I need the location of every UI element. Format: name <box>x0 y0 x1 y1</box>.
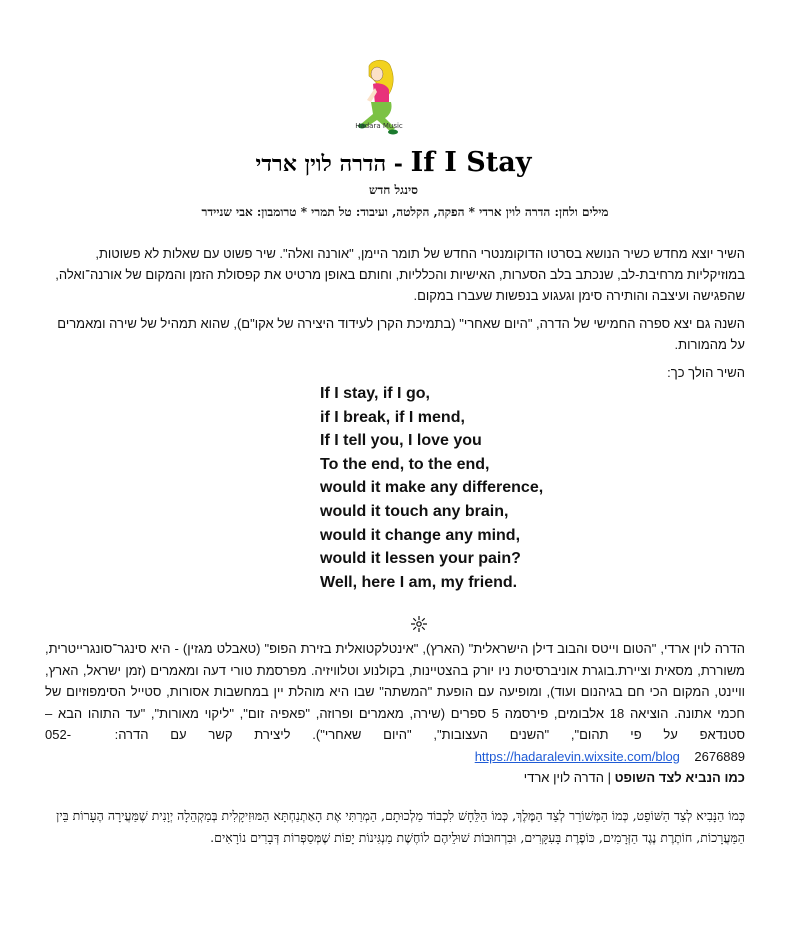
lyric-line: would it lessen your pain? <box>320 550 521 568</box>
title-english: If I Stay <box>410 147 532 178</box>
intro-paragraph-3: השיר הולך כך: <box>667 365 745 380</box>
lyric-line: Well, here I am, my friend. <box>320 573 518 591</box>
logo-caption: Hadara Music <box>355 122 403 130</box>
lyric-line: To the end, to the end, <box>320 455 490 473</box>
intro-paragraph-2: השנה גם יצא ספרה החמישי של הדרה, "היום שאחרי" (בתמיכת הקרן לעידוד היצירה של אקו"ם), שהוא תמהיל של שירה ומאמרים על מהמורות. <box>57 316 745 352</box>
section-author: הדרה לוין ארדי <box>523 770 604 785</box>
lyric-line: would it change any mind, <box>320 526 521 544</box>
section-heading <box>45 770 745 785</box>
blog-link[interactable]: https://hadaralevin.wixsite.com/blog <box>474 748 680 764</box>
lyric-line: would it make any difference, <box>320 479 544 497</box>
credits-line: מילים ולחן: הדרה לוין ארדי * הפקה, הקלטה, ועיבוד: טל תמרי * טרומבון: אבי שניידר <box>201 205 609 219</box>
phone-number: 052-2676889 <box>45 727 745 764</box>
intro-paragraph-1: השיר יוצא מחדש כשיר הנושא בסרטו הדוקומנטרי החדש של תומר היימן, "אורנה ואלה". שיר פשוט עם שאלות לא פשוטות, במוזיקליות מרחיבת-לב, שנכתב בלב הסערות, האישיות והכלליות, וחותם באופן מרטיט את קפסולת הזמן והמקום של אורנה־ואלה, שהפגישה ועיצבה והותירה סימן וגעגוע בנפשות שעברו במקום. <box>55 246 745 303</box>
lyric-line: would it touch any brain, <box>320 502 509 520</box>
subtitle: סינגל חדש <box>369 183 418 197</box>
poem-text: כְּמוֹ הַנָּבִיא לְצַד הַשּׁוֹפֵט, כְּמוֹ הַמְּשׁוֹרֵר לְצַד הַמֶּלֶךְ, כְּמוֹ הַלֵּחָשׁ לִכְבוֹד מַלְכוּתָם, הַמְרַתִּי אֶת הָאַתְנַחְתָּא הַמּוּזִיקָלִית בְּמַקְהֵלָה יְוָנִית שֶׁמַּעֲירָה הֶעָרוֹת בֵּין הַמַּעֲרָכוֹת, חוֹתֶרֶת נֶגֶד הַזְּרָמִים, כּוֹפֶרֶת בָּעִקָּרִים, וּבִרְחוּבוֹת שׁוּלֵיהֶם לוֹחֶשֶׁת מַנְגִּינוֹת יָפוֹת שֶׁמְּסַפְּרוֹת דְּבָרִים נוֹרָאִים. <box>56 808 745 845</box>
section-separator: | <box>607 770 611 785</box>
title-hebrew: - הדרה לוין ארדי <box>255 151 403 177</box>
section-title: כמו הנביא לצד השופט <box>614 770 745 785</box>
lyrics-block <box>320 382 620 594</box>
lyric-line: if I break, if I mend, <box>320 408 465 426</box>
page-title <box>0 148 787 179</box>
lyric-line: If I stay, if I go, <box>320 385 430 402</box>
ornament-flower-icon <box>410 615 428 633</box>
lyric-line: If I tell you, I love you <box>320 432 482 450</box>
bio-text: הדרה לוין ארדי, "הטום וייטס והבוב דילן הישראלית" (הארץ), "אינטלקטואלית בזירת הפופ" (טאבלט מגזין) - היא סינגר־סונגרייטרית, משוררת, מסאית וציירת.בוגרת אוניברסיטת ניו יורק בהצטיינות, בקולנוע וטלוויזיה. מפרסמת טורי דעה ומאמרים (זמן ישראל, הארץ, וויינט, המקום הכי חם בגיהנום ועוד), ומופיעה עם הופעת "המשתה" שבו היא מוהלת יין במחשבות אסורות, סטייל הסימפוזיום של חכמי אתונה. הוציאה 18 אלבומים, פירסמה 5 ספרים (שירה, מאמרים ופרוזה, "פאפיה זום", "ליקוי מאורות", "עד התוהו הבא – סטנדאפ על פי תהום", "השנים העצובות", "היום שאחרי"). ליצירת קשר עם הדרה: <box>45 641 745 742</box>
bio-paragraph <box>45 638 745 767</box>
